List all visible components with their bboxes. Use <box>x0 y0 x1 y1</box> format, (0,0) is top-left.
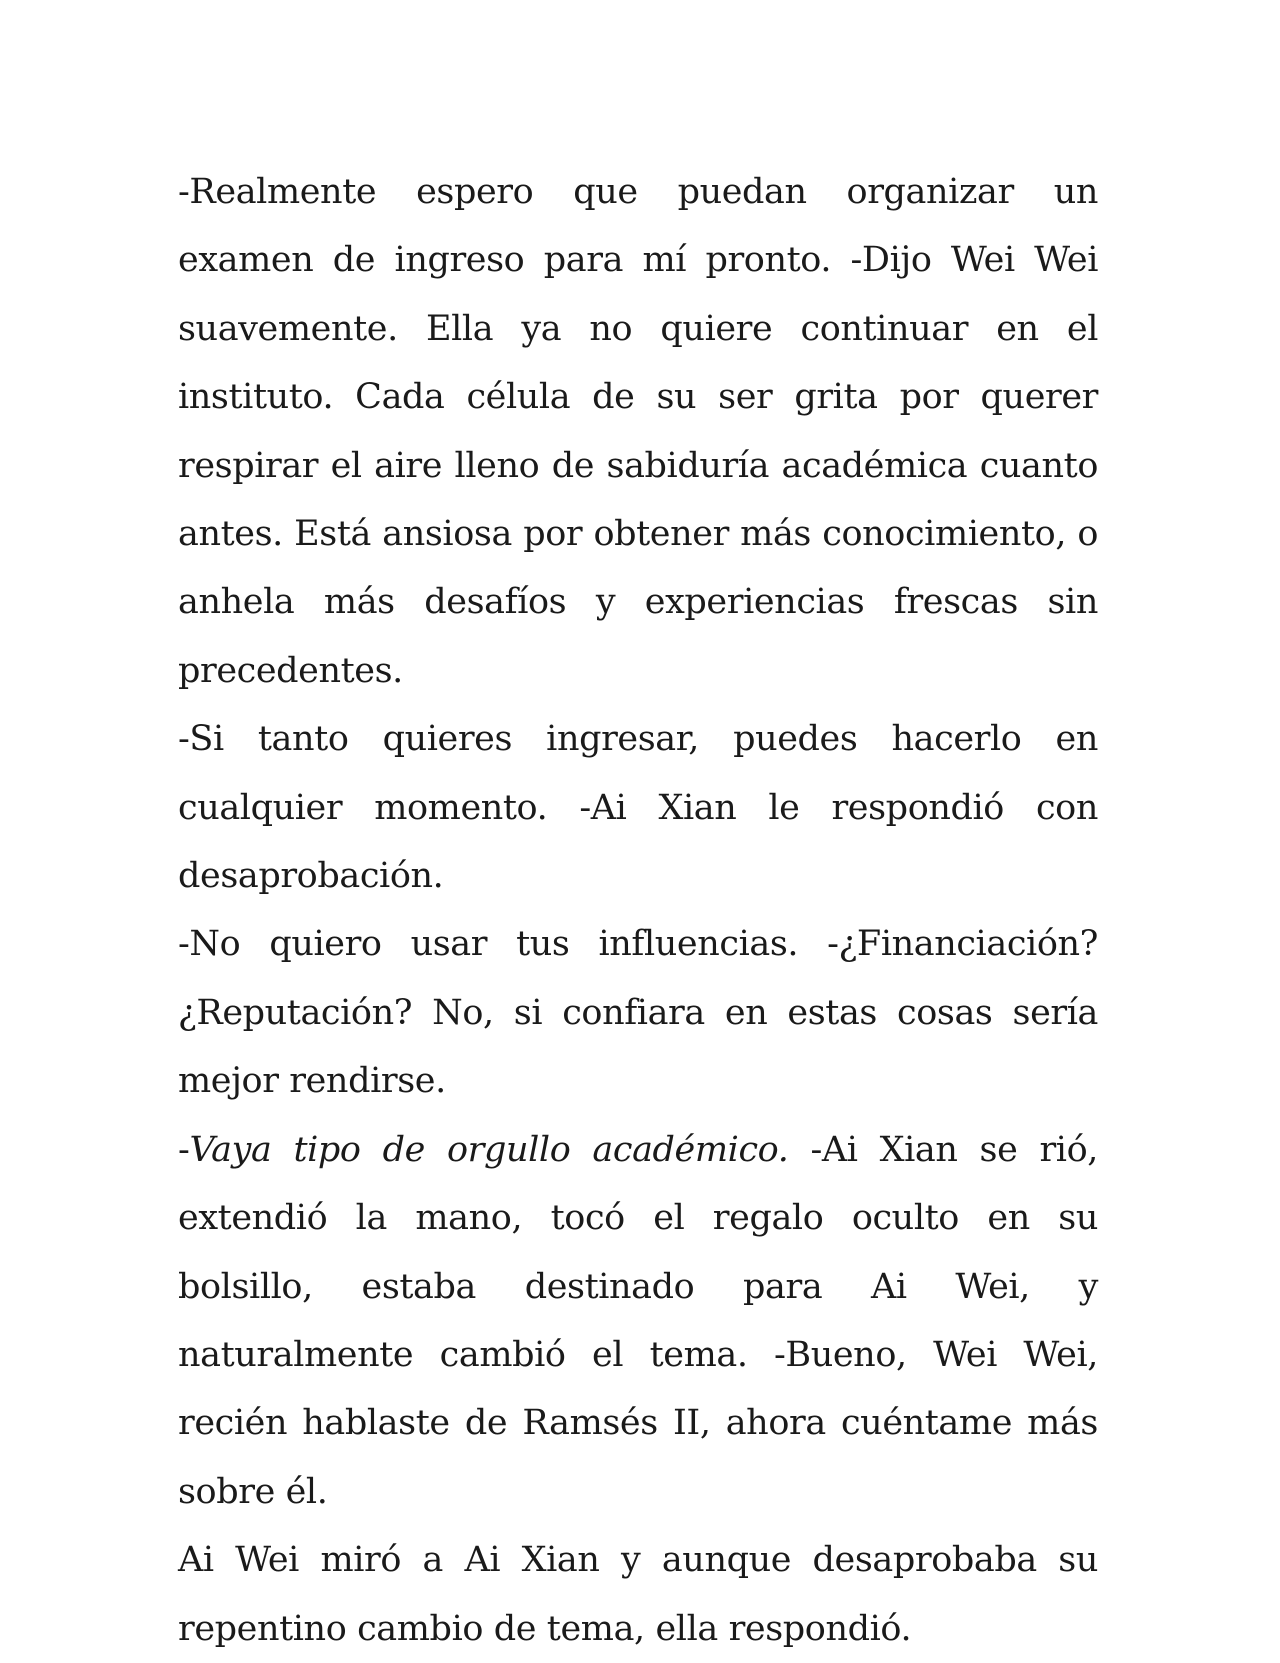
document-page <box>178 158 1098 1663</box>
paragraph <box>178 1116 1098 1526</box>
paragraph: Ai Wei miró a Ai Xian y aunque desaprobaba su repentino cambio de tema, ella respondió. <box>178 1540 1098 1649</box>
dialogue-dash: - <box>178 1129 190 1170</box>
paragraph: -Si tanto quieres ingresar, puedes hacerlo en cualquier momento. -Ai Xian le respondió con desaprobación. <box>178 719 1098 897</box>
paragraph: -No quiero usar tus influencias. -¿Financiación? ¿Reputación? No, si confiara en estas cosas sería mejor rendirse. <box>178 924 1098 1102</box>
paragraph: -Realmente espero que puedan organizar un examen de ingreso para mí pronto. -Dijo Wei Wei suavemente. Ella ya no quiere continuar en el instituto. Cada célula de su ser grita por querer respirar el aire lleno de sabiduría académica cuanto antes. Está ansiosa por obtener más conocimiento, o anhela más desafíos y experiencias frescas sin precedentes. <box>178 172 1098 691</box>
italic-phrase: Vaya tipo de orgullo académico. <box>189 1129 789 1170</box>
paragraph-text: -Ai Xian se rió, extendió la mano, tocó el regalo oculto en su bolsillo, estaba destinado para Ai Wei, y naturalmente cambió el tema. -Bueno, Wei Wei, recién hablaste de Ramsés II, ahora cuéntame más sobre él. <box>178 1129 1098 1512</box>
